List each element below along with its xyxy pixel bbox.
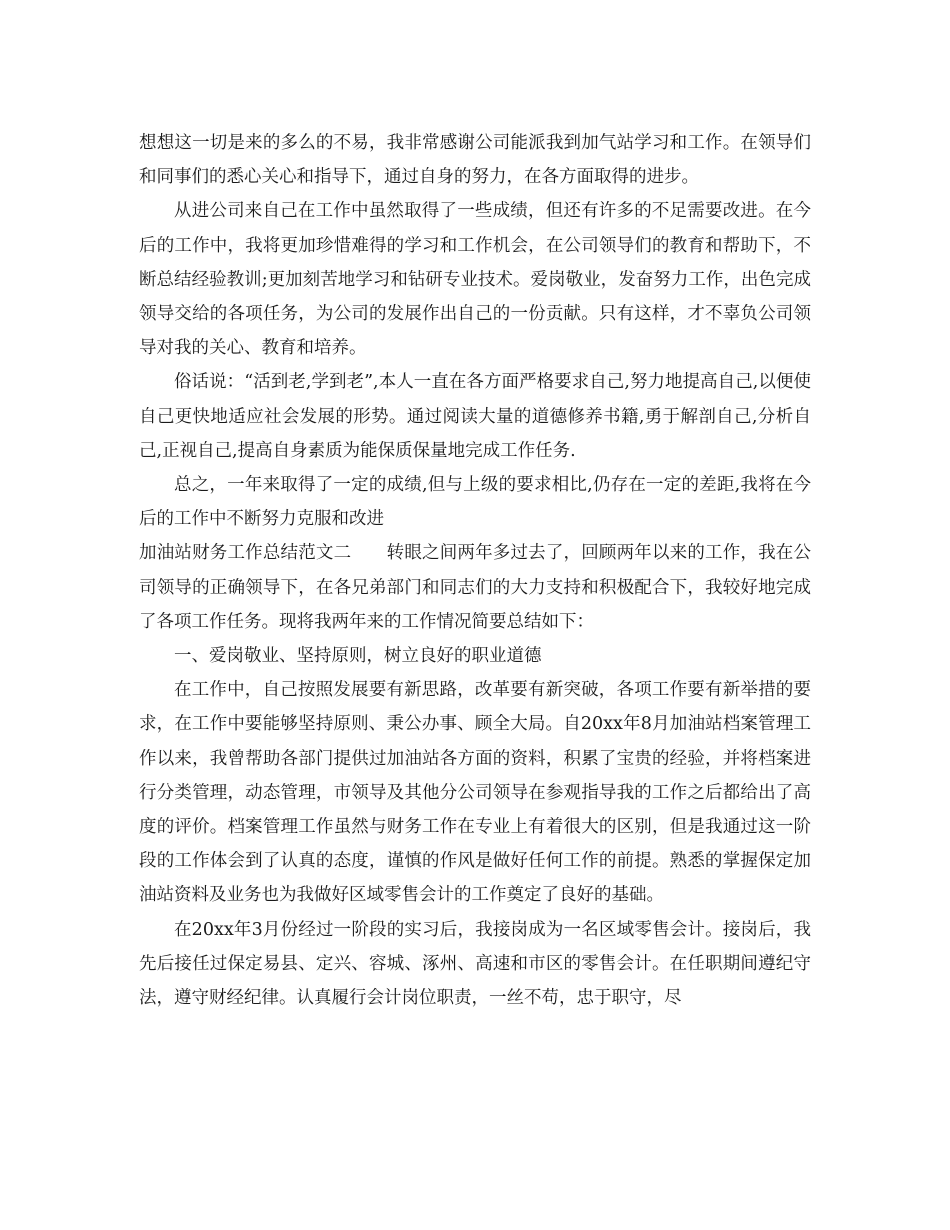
paragraph-1: 想想这一切是来的多么的不易，我非常感谢公司能派我到加气站学习和工作。在领导们和同事们的悉心关心和指导下，通过自身的努力，在各方面取得的进步。: [139, 133, 811, 188]
paragraph-3: 俗话说：“活到老,学到老”,本人一直在各方面严格要求自己,努力地提高自己,以便使自己更快地适应社会发展的形势。通过阅读大量的道德修养书籍,勇于解剖自己,分析自己,正视自己,提高自身素质为能保质保量地完成工作任务.: [139, 372, 811, 461]
paragraph-6-heading: 一、爱岗敬业、坚持原则，树立良好的职业道德: [174, 646, 542, 667]
paragraph-2: 从进公司来自己在工作中虽然取得了一些成绩，但还有许多的不足需要改进。在今后的工作中，我将更加珍惜难得的学习和工作机会，在公司领导们的教育和帮助下，不断总结经验教训;更加刻苦地学习和钻研专业技术。爱岗敬业，发奋努力工作，出色完成领导交给的各项任务，为公司的发展作出自己的一份贡献。只有这样，才不辜负公司领导对我的关心、教育和培养。: [139, 201, 811, 359]
paragraph-7: 在工作中，自己按照发展要有新思路，改革要有新突破，各项工作要有新举措的要求，在工作中要能够坚持原则、秉公办事、顾全大局。自20xx年8月加油站档案管理工作以来，我曾帮助各部门提供过加油站各方面的资料，积累了宝贵的经验，并将档案进行分类管理，动态管理，市领导及其他分公司领导在参观指导我的工作之后都给出了高度的评价。档案管理工作虽然与财务工作在专业上有着很大的区别，但是我通过这一阶段的工作体会到了认真的态度，谨慎的作风是做好任何工作的前提。熟悉的掌握保定加油站资料及业务也为我做好区域零售会计的工作奠定了良好的基础。: [139, 680, 811, 906]
paragraph-5-section-title: 加油站财务工作总结范文二 转眼之间两年多过去了，回顾两年以来的工作，我在公司领导的正确领导下，在各兄弟部门和同志们的大力支持和积极配合下，我较好地完成了各项工作任务。现将我两年来的工作情况简要总结如下：: [139, 543, 811, 632]
paragraph-4: 总之，一年来取得了一定的成绩,但与上级的要求相比,仍存在一定的差距,我将在今后的工作中不断努力克服和改进: [139, 475, 811, 530]
paragraph-8: 在20xx年3月份经过一阶段的实习后，我接岗成为一名区域零售会计。接岗后，我先后接任过保定易县、定兴、容城、涿州、高速和市区的零售会计。在任职期间遵纪守法，遵守财经纪律。认真履行会计岗位职责，一丝不苟，忠于职守，尽: [139, 919, 811, 1009]
document-body: [139, 126, 811, 1015]
